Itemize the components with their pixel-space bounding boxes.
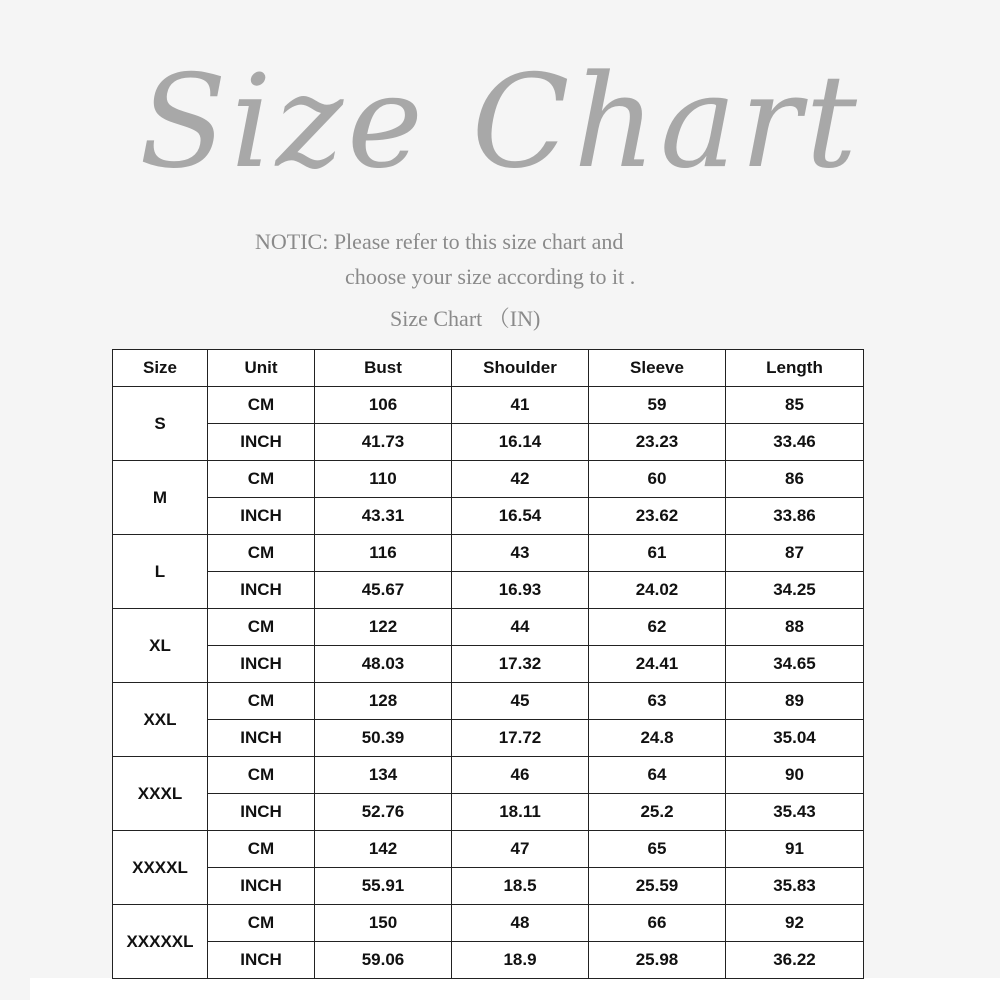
table-row (113, 794, 864, 831)
sleeve-cell: 62 (589, 609, 726, 646)
length-cell: 87 (726, 535, 864, 572)
bust-cell: 110 (315, 461, 452, 498)
size-table (112, 349, 864, 979)
shoulder-cell: 46 (452, 757, 589, 794)
unit-cell: INCH (208, 498, 315, 535)
size-cell: XXL (113, 683, 208, 757)
unit-cell: INCH (208, 572, 315, 609)
shoulder-cell: 16.93 (452, 572, 589, 609)
table-row (113, 424, 864, 461)
shoulder-cell: 17.72 (452, 720, 589, 757)
length-cell: 35.43 (726, 794, 864, 831)
sleeve-cell: 65 (589, 831, 726, 868)
table-row (113, 831, 864, 868)
shoulder-cell: 45 (452, 683, 589, 720)
bottom-strip (30, 978, 1000, 1000)
bust-cell: 122 (315, 609, 452, 646)
unit-cell: INCH (208, 646, 315, 683)
sleeve-cell: 25.98 (589, 942, 726, 979)
sleeve-cell: 24.8 (589, 720, 726, 757)
unit-cell: INCH (208, 720, 315, 757)
size-cell: M (113, 461, 208, 535)
size-cell: L (113, 535, 208, 609)
notice-line-1: NOTIC: Please refer to this size chart and (255, 229, 624, 254)
unit-cell: INCH (208, 794, 315, 831)
sleeve-cell: 25.2 (589, 794, 726, 831)
length-cell: 33.46 (726, 424, 864, 461)
sleeve-cell: 25.59 (589, 868, 726, 905)
bust-cell: 150 (315, 905, 452, 942)
sleeve-cell: 24.41 (589, 646, 726, 683)
shoulder-cell: 41 (452, 387, 589, 424)
bust-cell: 48.03 (315, 646, 452, 683)
shoulder-cell: 43 (452, 535, 589, 572)
header-shoulder: Shoulder (452, 350, 589, 387)
bust-cell: 128 (315, 683, 452, 720)
shoulder-cell: 16.54 (452, 498, 589, 535)
sleeve-cell: 60 (589, 461, 726, 498)
unit-cell: CM (208, 905, 315, 942)
sleeve-cell: 24.02 (589, 572, 726, 609)
size-cell: S (113, 387, 208, 461)
length-cell: 33.86 (726, 498, 864, 535)
shoulder-cell: 18.5 (452, 868, 589, 905)
bust-cell: 106 (315, 387, 452, 424)
shoulder-cell: 18.9 (452, 942, 589, 979)
sleeve-cell: 64 (589, 757, 726, 794)
unit-cell: CM (208, 757, 315, 794)
unit-cell: CM (208, 609, 315, 646)
bust-cell: 55.91 (315, 868, 452, 905)
header-unit: Unit (208, 350, 315, 387)
table-row (113, 942, 864, 979)
header-bust: Bust (315, 350, 452, 387)
table-row (113, 646, 864, 683)
notice-line-2: choose your size according to it . (345, 264, 636, 289)
shoulder-cell: 47 (452, 831, 589, 868)
table-row (113, 387, 864, 424)
shoulder-cell: 18.11 (452, 794, 589, 831)
header-size: Size (113, 350, 208, 387)
unit-cell: CM (208, 461, 315, 498)
sleeve-cell: 23.23 (589, 424, 726, 461)
bust-cell: 41.73 (315, 424, 452, 461)
shoulder-cell: 44 (452, 609, 589, 646)
page-title: Size Chart (139, 48, 861, 197)
length-cell: 35.83 (726, 868, 864, 905)
sleeve-cell: 23.62 (589, 498, 726, 535)
sleeve-cell: 63 (589, 683, 726, 720)
size-cell: XXXXXL (113, 905, 208, 979)
length-cell: 34.25 (726, 572, 864, 609)
table-row (113, 683, 864, 720)
sleeve-cell: 59 (589, 387, 726, 424)
table-row (113, 461, 864, 498)
table-body (113, 387, 864, 979)
table-row (113, 720, 864, 757)
table-caption: Size Chart （IN) (390, 306, 541, 331)
length-cell: 89 (726, 683, 864, 720)
unit-cell: CM (208, 535, 315, 572)
shoulder-cell: 16.14 (452, 424, 589, 461)
unit-cell: CM (208, 683, 315, 720)
unit-cell: INCH (208, 424, 315, 461)
table-header-row (113, 350, 864, 387)
bust-cell: 50.39 (315, 720, 452, 757)
length-cell: 36.22 (726, 942, 864, 979)
header-sleeve: Sleeve (589, 350, 726, 387)
bust-cell: 59.06 (315, 942, 452, 979)
bust-cell: 45.67 (315, 572, 452, 609)
shoulder-cell: 42 (452, 461, 589, 498)
table-row (113, 609, 864, 646)
unit-cell: INCH (208, 942, 315, 979)
length-cell: 35.04 (726, 720, 864, 757)
sleeve-cell: 61 (589, 535, 726, 572)
table-row (113, 905, 864, 942)
length-cell: 86 (726, 461, 864, 498)
table-row (113, 868, 864, 905)
bust-cell: 142 (315, 831, 452, 868)
length-cell: 92 (726, 905, 864, 942)
table-row (113, 757, 864, 794)
size-cell: XXXXL (113, 831, 208, 905)
bust-cell: 52.76 (315, 794, 452, 831)
bust-cell: 116 (315, 535, 452, 572)
table-row (113, 498, 864, 535)
sleeve-cell: 66 (589, 905, 726, 942)
bust-cell: 43.31 (315, 498, 452, 535)
table-row (113, 535, 864, 572)
shoulder-cell: 48 (452, 905, 589, 942)
bust-cell: 134 (315, 757, 452, 794)
length-cell: 88 (726, 609, 864, 646)
length-cell: 91 (726, 831, 864, 868)
unit-cell: CM (208, 831, 315, 868)
size-cell: XL (113, 609, 208, 683)
unit-cell: INCH (208, 868, 315, 905)
shoulder-cell: 17.32 (452, 646, 589, 683)
unit-cell: CM (208, 387, 315, 424)
length-cell: 90 (726, 757, 864, 794)
length-cell: 85 (726, 387, 864, 424)
size-cell: XXXL (113, 757, 208, 831)
table-row (113, 572, 864, 609)
length-cell: 34.65 (726, 646, 864, 683)
header-length: Length (726, 350, 864, 387)
